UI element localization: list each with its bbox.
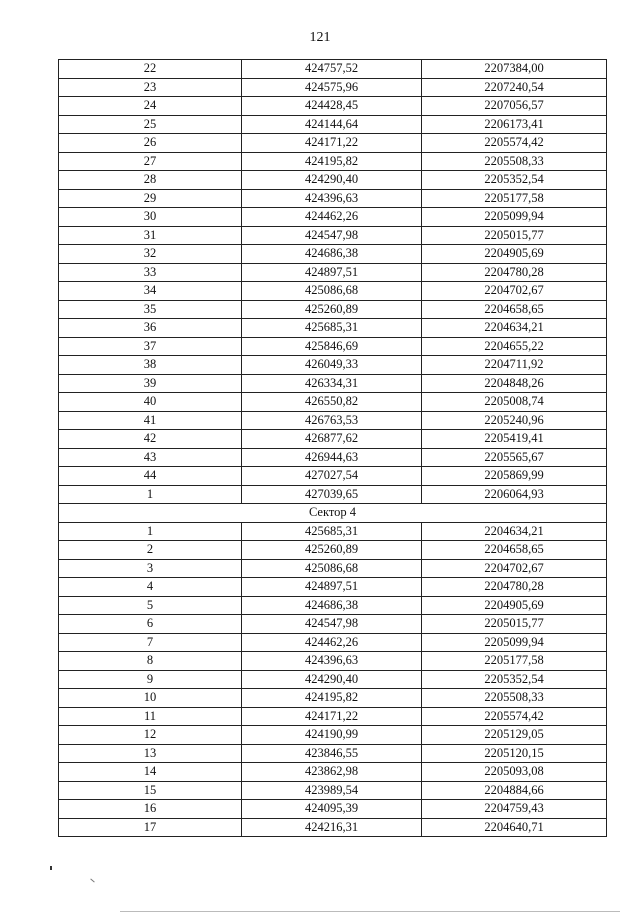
coordinates-table xyxy=(58,59,607,837)
y-coordinate-cell: 2205565,67 xyxy=(422,448,607,467)
y-coordinate-cell: 2205574,42 xyxy=(422,707,607,726)
y-coordinate-cell: 2205093,08 xyxy=(422,763,607,782)
scan-mark xyxy=(90,879,94,883)
point-number-cell: 1 xyxy=(59,522,242,541)
table-row xyxy=(59,559,607,578)
table-row xyxy=(59,522,607,541)
point-number-cell: 26 xyxy=(59,134,242,153)
table-row xyxy=(59,152,607,171)
y-coordinate-cell: 2207384,00 xyxy=(422,60,607,79)
y-coordinate-cell: 2204702,67 xyxy=(422,282,607,301)
table-row xyxy=(59,744,607,763)
y-coordinate-cell: 2205574,42 xyxy=(422,134,607,153)
table-row xyxy=(59,726,607,745)
y-coordinate-cell: 2204658,65 xyxy=(422,300,607,319)
y-coordinate-cell: 2206173,41 xyxy=(422,115,607,134)
y-coordinate-cell: 2205177,58 xyxy=(422,652,607,671)
y-coordinate-cell: 2205099,94 xyxy=(422,633,607,652)
table-row xyxy=(59,615,607,634)
y-coordinate-cell: 2205120,15 xyxy=(422,744,607,763)
point-number-cell: 8 xyxy=(59,652,242,671)
point-number-cell: 12 xyxy=(59,726,242,745)
table-row xyxy=(59,652,607,671)
table-row xyxy=(59,189,607,208)
coordinates-table-body-b xyxy=(59,522,607,837)
y-coordinate-cell: 2204658,65 xyxy=(422,541,607,560)
x-coordinate-cell: 423989,54 xyxy=(242,781,422,800)
table-row xyxy=(59,707,607,726)
point-number-cell: 28 xyxy=(59,171,242,190)
table-row xyxy=(59,226,607,245)
y-coordinate-cell: 2204905,69 xyxy=(422,596,607,615)
table-row xyxy=(59,800,607,819)
x-coordinate-cell: 425260,89 xyxy=(242,541,422,560)
y-coordinate-cell: 2205419,41 xyxy=(422,430,607,449)
x-coordinate-cell: 425685,31 xyxy=(242,319,422,338)
x-coordinate-cell: 424396,63 xyxy=(242,652,422,671)
table-row xyxy=(59,356,607,375)
point-number-cell: 32 xyxy=(59,245,242,264)
x-coordinate-cell: 424190,99 xyxy=(242,726,422,745)
y-coordinate-cell: 2204634,21 xyxy=(422,319,607,338)
point-number-cell: 7 xyxy=(59,633,242,652)
y-coordinate-cell: 2204759,43 xyxy=(422,800,607,819)
x-coordinate-cell: 424428,45 xyxy=(242,97,422,116)
y-coordinate-cell: 2204780,28 xyxy=(422,578,607,597)
page-edge-line xyxy=(120,911,620,912)
point-number-cell: 31 xyxy=(59,226,242,245)
point-number-cell: 27 xyxy=(59,152,242,171)
point-number-cell: 1 xyxy=(59,485,242,504)
x-coordinate-cell: 424575,96 xyxy=(242,78,422,97)
y-coordinate-cell: 2205015,77 xyxy=(422,615,607,634)
x-coordinate-cell: 427027,54 xyxy=(242,467,422,486)
y-coordinate-cell: 2204702,67 xyxy=(422,559,607,578)
x-coordinate-cell: 426550,82 xyxy=(242,393,422,412)
table-row xyxy=(59,818,607,837)
table-row xyxy=(59,171,607,190)
point-number-cell: 14 xyxy=(59,763,242,782)
y-coordinate-cell: 2204780,28 xyxy=(422,263,607,282)
point-number-cell: 5 xyxy=(59,596,242,615)
point-number-cell: 4 xyxy=(59,578,242,597)
y-coordinate-cell: 2204905,69 xyxy=(422,245,607,264)
point-number-cell: 3 xyxy=(59,559,242,578)
table-row xyxy=(59,448,607,467)
sector-header-group xyxy=(59,504,607,523)
table-row xyxy=(59,393,607,412)
table-row xyxy=(59,134,607,153)
table-row xyxy=(59,337,607,356)
table-row xyxy=(59,467,607,486)
x-coordinate-cell: 426877,62 xyxy=(242,430,422,449)
coordinates-table-body-a xyxy=(59,60,607,504)
point-number-cell: 29 xyxy=(59,189,242,208)
y-coordinate-cell: 2204711,92 xyxy=(422,356,607,375)
x-coordinate-cell: 426763,53 xyxy=(242,411,422,430)
table-row xyxy=(59,208,607,227)
y-coordinate-cell: 2205008,74 xyxy=(422,393,607,412)
table-row xyxy=(59,670,607,689)
y-coordinate-cell: 2205099,94 xyxy=(422,208,607,227)
point-number-cell: 38 xyxy=(59,356,242,375)
scan-mark xyxy=(50,866,52,870)
x-coordinate-cell: 424686,38 xyxy=(242,245,422,264)
x-coordinate-cell: 424547,98 xyxy=(242,615,422,634)
point-number-cell: 24 xyxy=(59,97,242,116)
point-number-cell: 33 xyxy=(59,263,242,282)
point-number-cell: 17 xyxy=(59,818,242,837)
x-coordinate-cell: 424171,22 xyxy=(242,707,422,726)
y-coordinate-cell: 2205015,77 xyxy=(422,226,607,245)
x-coordinate-cell: 425685,31 xyxy=(242,522,422,541)
point-number-cell: 41 xyxy=(59,411,242,430)
table-row xyxy=(59,60,607,79)
table-row xyxy=(59,430,607,449)
x-coordinate-cell: 424757,52 xyxy=(242,60,422,79)
table-row xyxy=(59,319,607,338)
x-coordinate-cell: 427039,65 xyxy=(242,485,422,504)
x-coordinate-cell: 423846,55 xyxy=(242,744,422,763)
point-number-cell: 2 xyxy=(59,541,242,560)
table-row xyxy=(59,115,607,134)
table-row xyxy=(59,300,607,319)
point-number-cell: 23 xyxy=(59,78,242,97)
x-coordinate-cell: 424095,39 xyxy=(242,800,422,819)
x-coordinate-cell: 425260,89 xyxy=(242,300,422,319)
table-row xyxy=(59,411,607,430)
x-coordinate-cell: 426049,33 xyxy=(242,356,422,375)
x-coordinate-cell: 425086,68 xyxy=(242,282,422,301)
y-coordinate-cell: 2206064,93 xyxy=(422,485,607,504)
point-number-cell: 44 xyxy=(59,467,242,486)
point-number-cell: 25 xyxy=(59,115,242,134)
table-row xyxy=(59,781,607,800)
table-row xyxy=(59,763,607,782)
x-coordinate-cell: 424686,38 xyxy=(242,596,422,615)
point-number-cell: 40 xyxy=(59,393,242,412)
y-coordinate-cell: 2205177,58 xyxy=(422,189,607,208)
y-coordinate-cell: 2205129,05 xyxy=(422,726,607,745)
page-number: 121 xyxy=(309,30,331,45)
point-number-cell: 15 xyxy=(59,781,242,800)
y-coordinate-cell: 2204640,71 xyxy=(422,818,607,837)
x-coordinate-cell: 424547,98 xyxy=(242,226,422,245)
point-number-cell: 16 xyxy=(59,800,242,819)
point-number-cell: 42 xyxy=(59,430,242,449)
table-row xyxy=(59,633,607,652)
table-row xyxy=(59,97,607,116)
point-number-cell: 37 xyxy=(59,337,242,356)
y-coordinate-cell: 2205508,33 xyxy=(422,152,607,171)
point-number-cell: 9 xyxy=(59,670,242,689)
x-coordinate-cell: 424396,63 xyxy=(242,189,422,208)
x-coordinate-cell: 425086,68 xyxy=(242,559,422,578)
y-coordinate-cell: 2204884,66 xyxy=(422,781,607,800)
point-number-cell: 13 xyxy=(59,744,242,763)
sector-title: Сектор 4 xyxy=(59,504,607,523)
table-row xyxy=(59,596,607,615)
table-row xyxy=(59,245,607,264)
point-number-cell: 39 xyxy=(59,374,242,393)
x-coordinate-cell: 424144,64 xyxy=(242,115,422,134)
x-coordinate-cell: 424462,26 xyxy=(242,633,422,652)
point-number-cell: 36 xyxy=(59,319,242,338)
y-coordinate-cell: 2204655,22 xyxy=(422,337,607,356)
x-coordinate-cell: 426334,31 xyxy=(242,374,422,393)
x-coordinate-cell: 424195,82 xyxy=(242,689,422,708)
x-coordinate-cell: 424216,31 xyxy=(242,818,422,837)
y-coordinate-cell: 2204848,26 xyxy=(422,374,607,393)
point-number-cell: 43 xyxy=(59,448,242,467)
x-coordinate-cell: 424290,40 xyxy=(242,670,422,689)
table-row xyxy=(59,689,607,708)
y-coordinate-cell: 2205508,33 xyxy=(422,689,607,708)
point-number-cell: 34 xyxy=(59,282,242,301)
point-number-cell: 6 xyxy=(59,615,242,634)
x-coordinate-cell: 424290,40 xyxy=(242,171,422,190)
y-coordinate-cell: 2205352,54 xyxy=(422,670,607,689)
y-coordinate-cell: 2205352,54 xyxy=(422,171,607,190)
x-coordinate-cell: 424897,51 xyxy=(242,263,422,282)
table-row xyxy=(59,541,607,560)
x-coordinate-cell: 423862,98 xyxy=(242,763,422,782)
table-row xyxy=(59,78,607,97)
y-coordinate-cell: 2205240,96 xyxy=(422,411,607,430)
point-number-cell: 30 xyxy=(59,208,242,227)
point-number-cell: 10 xyxy=(59,689,242,708)
table-row xyxy=(59,263,607,282)
x-coordinate-cell: 424897,51 xyxy=(242,578,422,597)
x-coordinate-cell: 425846,69 xyxy=(242,337,422,356)
point-number-cell: 22 xyxy=(59,60,242,79)
y-coordinate-cell: 2205869,99 xyxy=(422,467,607,486)
table-row xyxy=(59,374,607,393)
table-row xyxy=(59,485,607,504)
y-coordinate-cell: 2207056,57 xyxy=(422,97,607,116)
point-number-cell: 35 xyxy=(59,300,242,319)
table-row xyxy=(59,282,607,301)
table-row xyxy=(59,578,607,597)
x-coordinate-cell: 424462,26 xyxy=(242,208,422,227)
y-coordinate-cell: 2207240,54 xyxy=(422,78,607,97)
sector-header-row xyxy=(59,504,607,523)
point-number-cell: 11 xyxy=(59,707,242,726)
x-coordinate-cell: 426944,63 xyxy=(242,448,422,467)
x-coordinate-cell: 424195,82 xyxy=(242,152,422,171)
y-coordinate-cell: 2204634,21 xyxy=(422,522,607,541)
x-coordinate-cell: 424171,22 xyxy=(242,134,422,153)
